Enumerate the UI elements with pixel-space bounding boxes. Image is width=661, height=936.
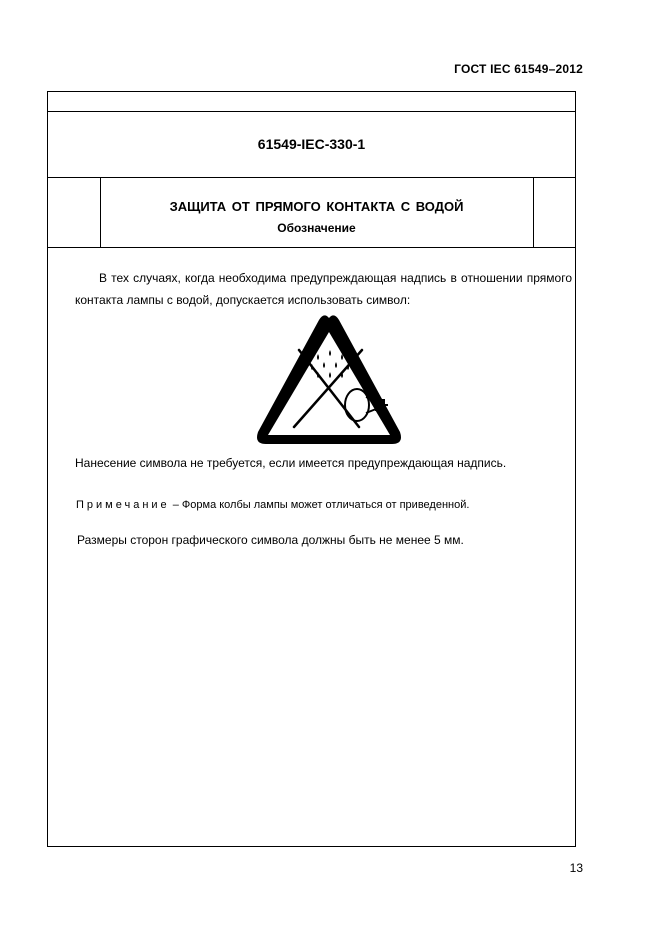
note-label: Примечание bbox=[76, 499, 170, 511]
intro-paragraph bbox=[75, 267, 572, 311]
no-symbol-required-text: Нанесение символа не требуется, если имеется предупреждающая надпись. bbox=[75, 456, 507, 470]
min-size-text: Размеры сторон графического символа должны быть не менее 5 мм. bbox=[77, 533, 464, 547]
intro-text: В тех случаях, когда необходима предупреждающая надпись в отношении прямого контакта лампы с водой, допускается использовать символ: bbox=[75, 271, 572, 307]
note bbox=[76, 499, 469, 511]
water-contact-prohibited-triangle-icon bbox=[254, 312, 404, 450]
symbol-subtitle: Обозначение bbox=[277, 221, 356, 235]
symbol-code: 61549-IEC-330-1 bbox=[48, 111, 575, 178]
note-text: – Форма колбы лампы может отличаться от приведенной. bbox=[169, 499, 470, 511]
title-row bbox=[48, 177, 575, 248]
content-frame bbox=[47, 91, 576, 847]
page-number: 13 bbox=[569, 861, 583, 875]
symbol-title: ЗАЩИТА ОТ ПРЯМОГО КОНТАКТА С ВОДОЙ bbox=[169, 199, 464, 214]
title-right-divider bbox=[533, 177, 534, 247]
standard-header: ГОСТ IEC 61549–2012 bbox=[454, 62, 583, 76]
frame-top-row bbox=[48, 92, 575, 112]
